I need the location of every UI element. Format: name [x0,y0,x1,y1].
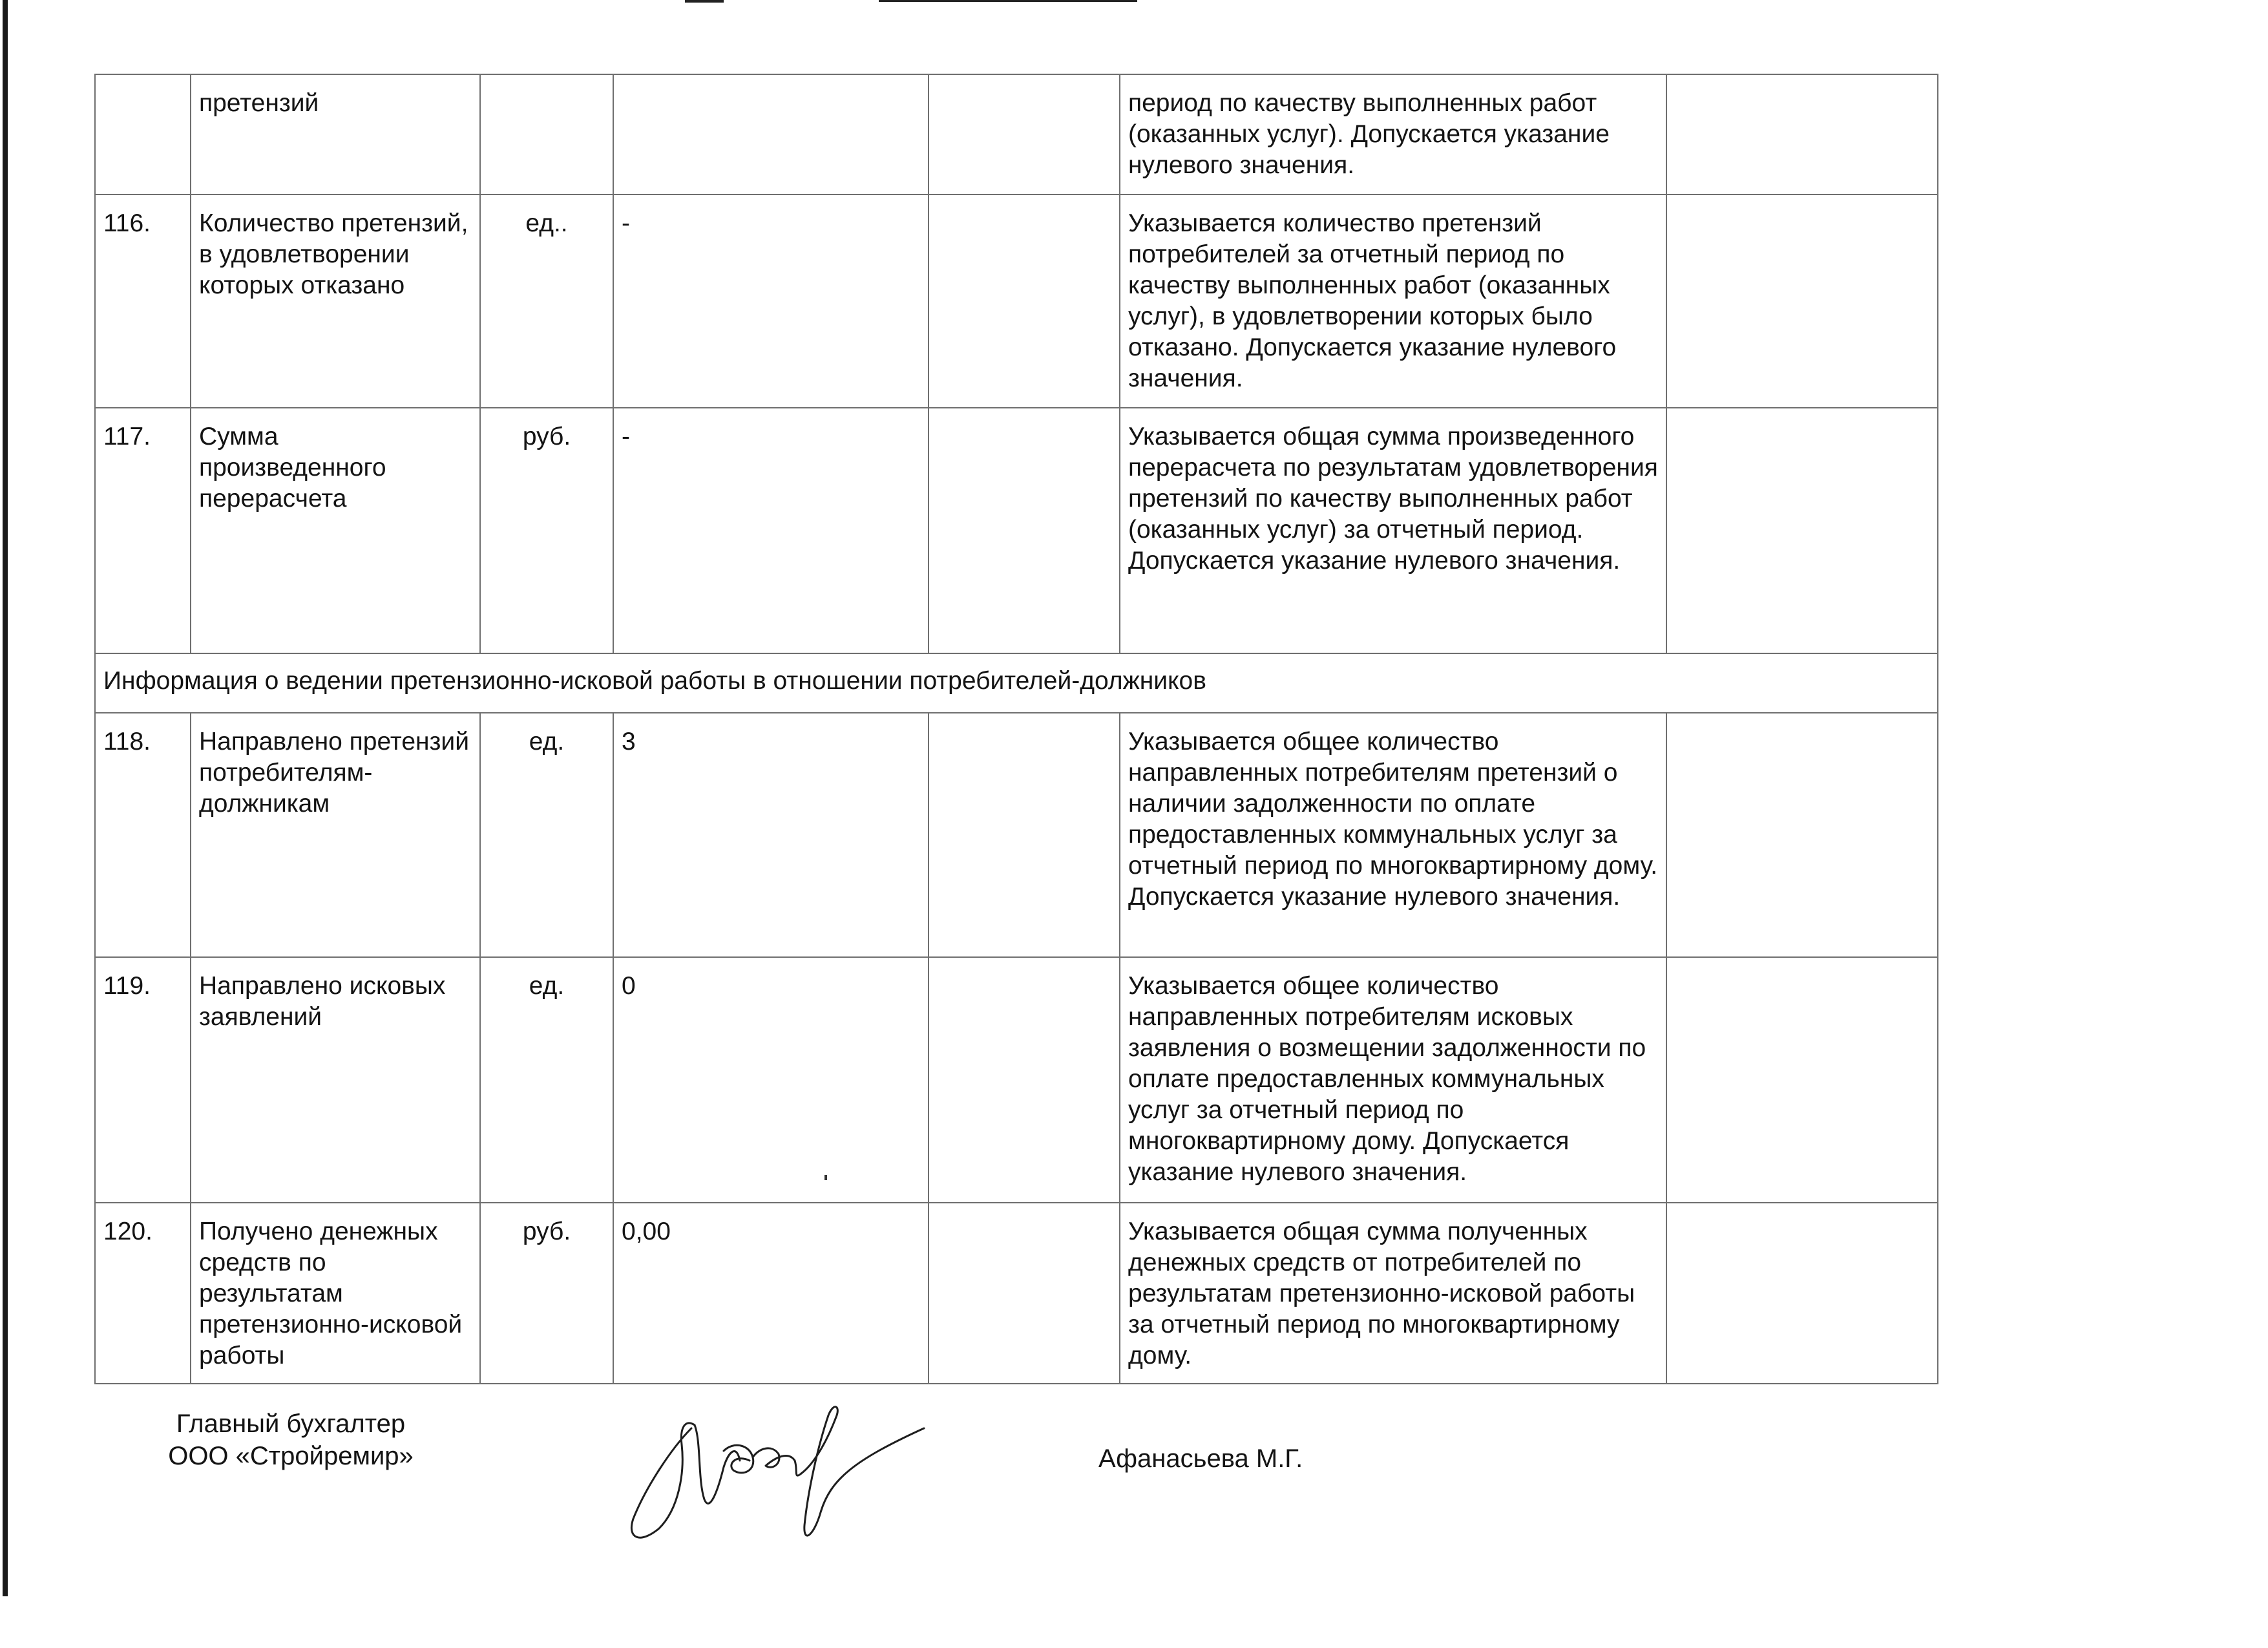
table-row [95,713,1938,957]
scan-edge [3,0,8,1596]
description: Указывается общая сумма полученных денежных средств от потребителей по результатам претензионно-исковой работы за отчетный период по многоквартирному дому. [1120,1203,1666,1384]
note-cell [1666,195,1938,408]
row-number: 118. [95,713,191,957]
report-table [94,74,1938,1384]
signer-position [129,1408,452,1472]
signer-title: Главный бухгалтер [176,1410,406,1438]
row-number: 117. [95,408,191,653]
description: Указывается общее количество направленных потребителям исковых заявления о возмещении задолженности по оплате предоставленных коммунальных услуг за отчетный период по многоквартирному дому. Допускается указание нулевого значения. [1120,957,1666,1203]
indicator-name: Направлено исковых заявлений [191,957,480,1203]
description: период по качеству выполненных работ (оказанных услуг). Допускается указание нулевого значения. [1120,74,1666,195]
description: Указывается общая сумма произведенного перерасчета по результатам удовлетворения претензий по качеству выполненных работ (оказанных услуг) за отчетный период. Допускается указание нулевого значения. [1120,408,1666,653]
table-row [95,74,1938,195]
value: 3 [613,713,929,957]
note-cell [1666,408,1938,653]
value: 0 [613,957,929,1203]
unit: ед. [480,713,613,957]
table-row [95,195,1938,408]
unit: руб. [480,1203,613,1384]
extra-cell [929,74,1120,195]
indicator-name: Сумма произведенного перерасчета [191,408,480,653]
value: - [613,195,929,408]
table-row [95,957,1938,1203]
extra-cell [929,408,1120,653]
unit [480,74,613,195]
row-number: 116. [95,195,191,408]
table-row [95,1203,1938,1384]
indicator-name: Направлено претензий потребителям-должникам [191,713,480,957]
signer-organization: ООО «Стройремир» [168,1442,414,1470]
handwritten-signature [620,1389,943,1558]
indicator-name: Количество претензий, в удовлетворении которых отказано [191,195,480,408]
section-title: Информация о ведении претензионно-исковой работы в отношении потребителей-должников [95,653,1938,713]
value [613,74,929,195]
scan-mark [879,0,1137,2]
unit: руб. [480,408,613,653]
extra-cell [929,957,1120,1203]
indicator-name: претензий [191,74,480,195]
row-number [95,74,191,195]
note-cell [1666,957,1938,1203]
section-header-row [95,653,1938,713]
value: 0,00 [613,1203,929,1384]
extra-cell [929,1203,1120,1384]
description: Указывается общее количество направленных потребителям претензий о наличии задолженности по оплате предоставленных коммунальных услуг за отчетный период по многоквартирному дому. Допускается указание нулевого значения. [1120,713,1666,957]
indicator-name: Получено денежных средств по результатам претензионно-исковой работы [191,1203,480,1384]
signer-name: Афанасьева М.Г. [1098,1444,1303,1473]
note-cell [1666,74,1938,195]
note-cell [1666,1203,1938,1384]
extra-cell [929,195,1120,408]
value: - [613,408,929,653]
row-number: 120. [95,1203,191,1384]
table-row [95,408,1938,653]
note-cell [1666,713,1938,957]
unit: ед. [480,957,613,1203]
description: Указывается количество претензий потребителей за отчетный период по качеству выполненных работ (оказанных услуг), в удовлетворении которых было отказано. Допускается указание нулевого значения. [1120,195,1666,408]
unit: ед.. [480,195,613,408]
scan-mark [685,0,724,3]
extra-cell [929,713,1120,957]
row-number: 119. [95,957,191,1203]
